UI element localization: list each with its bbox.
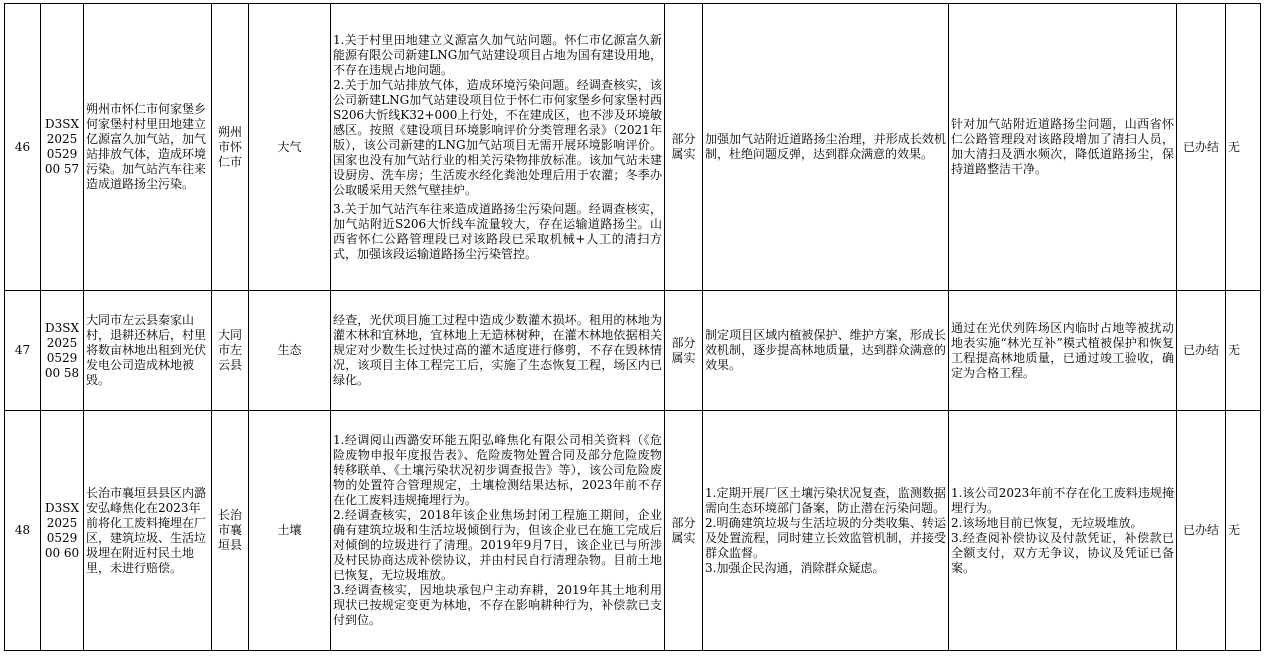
action-item: 3.经查阅补偿协议及付款凭证，补偿款已全额支付，双方无争议，协议及凭证已备案。: [951, 530, 1174, 575]
row-index: 47: [5, 291, 41, 411]
case-code: D3SX2025052900 60: [41, 411, 84, 651]
pollution-category: 大气: [249, 4, 331, 291]
requirement-item: 3.加强企民沟通，消除群众疑虑。: [705, 560, 885, 575]
pollution-category: 土壤: [249, 411, 331, 651]
pollution-category: 生态: [249, 291, 331, 411]
investigation-findings: [331, 4, 665, 291]
administrative-region: 朔州市怀仁市: [212, 4, 249, 291]
findings-paragraph: 2.关于加气站排放气体，造成环境污染问题。经调查核实，该公司新建LNG加气站建设项目位于怀仁市何家堡乡何家堡村西S206大忻线K32+000上行处，不在建成区，也不涉及环境敏感区。按照《建设项目环境影响评价分类管理名录》（2021年版），该公司新建的LNG加气站项目无需开展环境影响评价。国家也没有加气站行业的相关污染物排放标准。该加气站未建设厨房、洗车房；生活废水经化粪池处理后用于农灌；冬季办公取暖采用天然气壁挂炉。: [333, 77, 662, 197]
action-item: 2.该场地目前已恢复，无垃圾堆放。: [951, 515, 1143, 530]
administrative-region: 大同市左云县: [212, 291, 249, 411]
action-item: 1.该公司2023年前不存在化工废料违规掩埋行为。: [951, 485, 1174, 515]
status-badge: 已办结: [1177, 291, 1226, 411]
findings-paragraph: 1.经调阅山西潞安环能五阳弘峰焦化有限公司相关资料（《危险废物申报年度报告表》、危险废物处置合同及部分危险废物转移联单、《土壤污染状况初步调查报告》等），该公司危险废物的处置符合管理规定，土壤检测结果达标，2023年前不存在化工废料违规掩埋行为。: [333, 433, 662, 507]
verdict: 部分属实: [665, 411, 703, 651]
investigation-findings: [331, 411, 665, 651]
requirement-item: 2.明确建筑垃圾与生活垃圾的分类收集、转运及处置流程，同时建立长效监管机制，并接受群众监督。: [705, 515, 946, 560]
row-index: 48: [5, 411, 41, 651]
complaint-table: [4, 3, 1261, 651]
accountability: 无: [1226, 411, 1261, 651]
findings-paragraph: 1.关于村里田地建立义源富久加气站问题。怀仁市亿源富久新能源有限公司新建LNG加气站建设项目占地为国有建设用地，不存在违规占地问题。: [333, 32, 662, 77]
case-code: D3SX2025052900 58: [41, 291, 84, 411]
handling-requirements: [703, 411, 949, 651]
table-row: [5, 4, 1261, 291]
requirement-item: 1.定期开展厂区土壤污染状况复查，监测数据需向生态环境部门备案，防止潜在污染问题。: [705, 485, 946, 515]
findings-paragraph: 3.经调查核实，因地块承包户主动弃耕，2019年其土地利用现状已按规定变更为林地，不存在影响耕种行为，补偿款已支付到位。: [333, 583, 662, 627]
findings-paragraph: 经查，光伏项目施工过程中造成少数灌木损坏。租用的林地为灌木林和宜林地，宜林地上无造林树种，在灌木林地依据相关规定对少数生长过快过高的灌木适度进行修剪，不存在毁林情况，该项目主体工程完工后，实施了生态恢复工程，场区内已绿化。: [333, 313, 662, 387]
rectification-actions: 通过在光伏列阵场区内临时占地等被扰动地表实施“林光互补”模式植被保护和恢复工程提高林地质量，已通过竣工验收，确定为合格工程。: [949, 291, 1177, 411]
table-row: [5, 411, 1261, 651]
accountability: 无: [1226, 291, 1261, 411]
handling-requirements: 加强加气站附近道路扬尘治理，并形成长效机制，杜绝问题反弹，达到群众满意的效果。: [703, 4, 949, 291]
findings-paragraph: 3.关于加气站汽车往来造成道路扬尘污染问题。经调查核实，加气站附近S206大忻线车流量较大，存在运输道路扬尘。山西省怀仁公路管理段已对该路段已采取机械+人工的清扫方式，加强该段运输道路扬尘污染管控。: [333, 201, 662, 261]
handling-requirements: 制定项目区域内植被保护、维护方案，形成长效机制，逐步提高林地质量，达到群众满意的效果。: [703, 291, 949, 411]
case-code: D3SX2025052900 57: [41, 4, 84, 291]
rectification-actions: [949, 411, 1177, 651]
complaint-issue: 大同市左云县秦家山村，退耕还林后，村里将数亩林地出租到光伏发电公司造成林地被毁。: [84, 291, 212, 411]
row-index: 46: [5, 4, 41, 291]
complaint-issue: 朔州市怀仁市何家堡乡何家堡村村里田地建立亿源富久加气站，加气站排放气体，造成环境污染。加气站汽车往来造成道路扬尘污染。: [84, 4, 212, 291]
table-row: [5, 291, 1261, 411]
findings-paragraph: 2.经调查核实，2018年该企业焦场封闭工程施工期间，企业确有建筑垃圾和生活垃圾倾倒行为，但该企业已在施工完成后对倾倒的垃圾进行了清理。2019年9月7日，该企业已与所涉及村民协商达成补偿协议，并由村民自行清理杂物。目前土地已恢复，无垃圾堆放。: [333, 508, 662, 582]
verdict: 部分属实: [665, 4, 703, 291]
complaint-issue: 长治市襄垣县县区内潞安弘峰焦化在2023年前将化工废料掩埋在厂区，建筑垃圾、生活垃圾埋在附近村民土地里，未进行赔偿。: [84, 411, 212, 651]
verdict: 部分属实: [665, 291, 703, 411]
rectification-actions: 针对加气站附近道路扬尘问题，山西省怀仁公路管理段对该路段增加了清扫人员，加大清扫及洒水频次，降低道路扬尘，保持道路整洁干净。: [949, 4, 1177, 291]
accountability: 无: [1226, 4, 1261, 291]
investigation-findings: [331, 291, 665, 411]
status-badge: 已办结: [1177, 411, 1226, 651]
administrative-region: 长治市襄垣县: [212, 411, 249, 651]
status-badge: 已办结: [1177, 4, 1226, 291]
